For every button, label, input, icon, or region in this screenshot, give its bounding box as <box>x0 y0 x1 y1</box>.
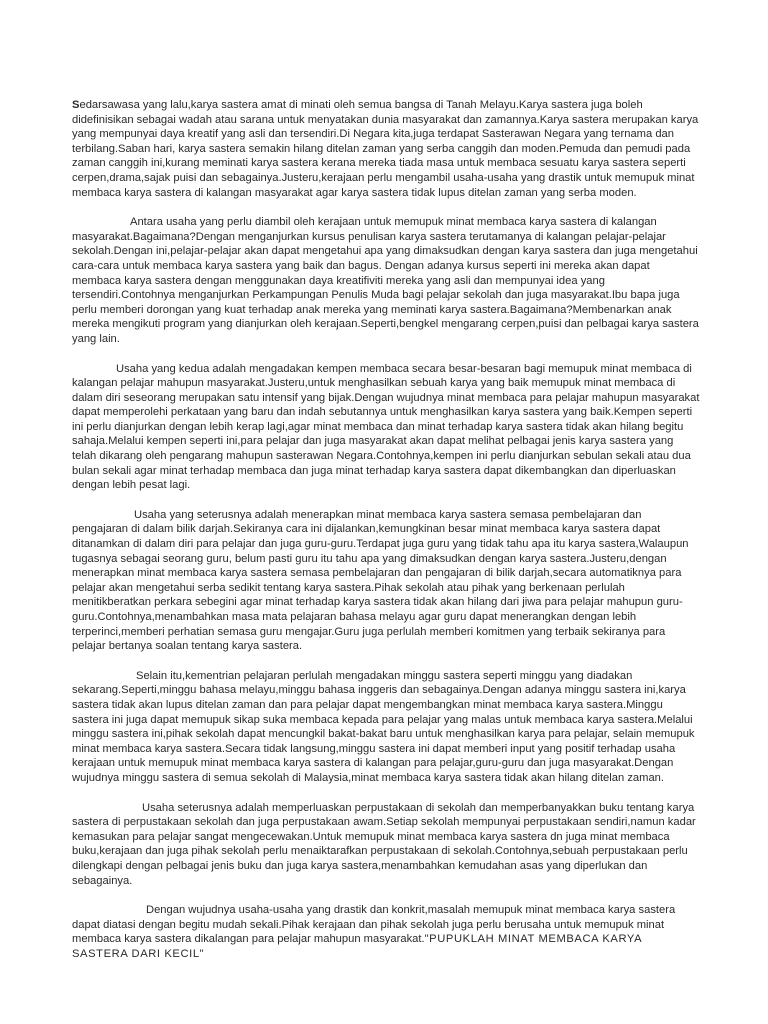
paragraph-text: Dengan wujudnya usaha-usaha yang drastik dan konkrit,masalah memupuk minat membaca karya sastera dapat diatasi dengan begitu mudah sekali.Pihak kerajaan dan pihak sekolah juga perlu berusaha untuk memupuk minat membaca karya sastera dikalangan para pelajar mahupun masyarakat. <box>72 904 676 946</box>
paragraph-text: Usaha yang kedua adalah mengadakan kempen membaca secara besar-besaran bagi memupuk minat membaca di kalangan pelajar mahupun masyarakat.Justeru,untuk menghasilkan sebuah karya yang baik memupuk minat membaca di dalam diri seseorang merupakan satu intensif yang bijak.Dengan wujudnya minat membaca para pelajar mahupun masyarakat dapat memperolehi perkataan yang baru dan indah sebutannya untuk menghasilkan karya sastera yang baik.Kempen seperti ini perlu dianjurkan dengan lebih kerap lagi,agar minat membaca dan minat terhadap karya sastera tidak akan hilang begitu sahaja.Melalui kempen seperti ini,para pelajar dan juga masyarakat akan dapat melihat pelbagai jenis karya sastera yang telah dikarang oleh pengarang mahupun sasterawan Negara.Contohnya,kempen ini perlu dianjurkan sebulan sekali atau dua bulan sekali agar minat terhadap membaca dan juga minat terhadap karya sastera dapat dikembangkan dan diperluaskan dengan lebih pesat lagi. <box>72 362 700 492</box>
paragraph-point-1 <box>72 215 700 346</box>
paragraph-text: Antara usaha yang perlu diambil oleh kerajaan untuk memupuk minat membaca karya sastera di kalangan masyarakat.Bagaimana?Dengan menganjurkan kursus penulisan karya sastera terutamanya di kalangan pelajar-pelajar sekolah.Dengan ini,pelajar-pelajar akan dapat mengetahui apa yang dimaksudkan dengan karya sastera dan juga mengetahui cara-cara untuk membaca karya sastera yang baik dan bagus. Dengan adanya kursus seperti ini mereka akan dapat membaca karya sastera dengan menggunakan daya kreatifiviti mereka yang asli dan mempunyai idea yang tersendiri.Contohnya menganjurkan Perkampungan Penulis Muda bagi pelajar sekolah dan juga masyarakat.Ibu bapa juga perlu memberi dorongan yang kuat terhadap anak mereka yang meminati karya sastera.Bagaimana?Membenarkan anak mereka mengikuti program yang dianjurkan oleh kerajaan.Seperti,bengkel mengarang cerpen,puisi dan pelbagai karya sastera yang lain. <box>72 216 699 345</box>
paragraph-point-3 <box>72 508 700 654</box>
paragraph-text: Usaha seterusnya adalah memperluaskan perpustakaan di sekolah dan memperbanyakkan buku tentang karya sastera di perpustakaan sekolah dan juga perpustakaan awam.Setiap sekolah mempunyai perpustakaan sendiri,namun kadar kemasukan para pelajar sangat mengecewakan.Untuk memupuk minat membaca karya sastera dn juga minat membaca buku,kerajaan dan juga pihak sekolah perlu menaiktarafkan perpustakaan di sekolah.Contohnya,sebuah perpustakaan perlu dilengkapi dengan pelbagai jenis buku dan juga karya sastera,menambahkan kemudahan asas yang diperlukan dan sebagainya. <box>72 801 696 887</box>
paragraph-point-4 <box>72 669 700 786</box>
paragraph-point-2 <box>72 362 700 493</box>
paragraph-text: Usaha yang seterusnya adalah menerapkan minat membaca karya sastera semasa pembelajaran dan pengajaran di dalam bilik darjah.Sekiranya cara ini dijalankan,kemungkinan besar minat membaca karya sastera dapat ditanamkan di dalam diri para pelajar dan juga guru-guru.Terdapat juga guru yang tidak tahu apa itu karya sastera,Walaupun tugasnya sebagai seorang guru, belum pasti guru itu tahu apa yang dimaksudkan dengan karya sastera.Justeru,dengan menerapkan minat membaca karya sastera semasa pembelajaran dan pengajaran di bilik darjah,secara automatiknya para pelajar akan mengetahui serba sedikit tentang karya sastera.Pihak sekolah atau pihak yang berkenaan perlulah menitikberatkan perkara sebegini agar minat terhadap karya sastera tidak akan hilang dari jiwa para pelajar mahupun guru-guru.Contohnya,menambahkan masa mata pelajaran bahasa melayu agar guru dapat menerangkan dengan lebih terperinci,memberi perhatian semasa guru mengajar.Guru juga perlulah memberi komitmen yang terbaik sekiranya para pelajar bertanya soalan tentang karya sastera. <box>72 508 689 653</box>
paragraph-introduction <box>72 98 700 200</box>
drop-letter: S <box>72 99 80 111</box>
paragraph-text: edarsawasa yang lalu,karya sastera amat di minati oleh semua bangsa di Tanah Melayu.Karya sastera juga boleh didefinisikan sebagai wadah atau sarana untuk menyatakan dunia masyarakat dan zamannya.Karya sastera merupakan karya yang mempunyai daya kreatif yang asli dan tersendiri.Di Negara kita,juga terdapat Sasterawan Negara yang ternama dan terbilang.Saban hari, karya sastera semakin hilang ditelan zaman yang serba canggih dan moden.Pemuda dan pemudi pada zaman canggih ini,kurang meminati karya sastera kerana mereka tiada masa untuk membaca sesuatu karya sastera seperti cerpen,drama,sajak puisi dan sebagainya.Justeru,kerajaan perlu mengambil usaha-usaha yang drastik untuk memupuk minat membaca karya sastera di kalangan masyarakat agar karya sastera tidak lupus ditelan zaman yang serba moden. <box>72 99 699 199</box>
paragraph-conclusion <box>72 903 700 961</box>
paragraph-point-5 <box>72 801 700 889</box>
closing-slogan: "PUPUKLAH MINAT MEMBACA KARYA SASTERA DARI KECIL" <box>72 933 642 960</box>
document-body <box>72 98 700 976</box>
paragraph-text: Selain itu,kementrian pelajaran perlulah mengadakan minggu sastera seperti minggu yang diadakan sekarang.Seperti,minggu bahasa melayu,minggu bahasa inggeris dan sebagainya.Dengan adanya minggu sastera ini,karya sastera tidak akan lupus ditelan zaman dan para pelajar dapat mengembangkan minat membaca karya sastera.Minggu sastera ini juga dapat memupuk sikap suka membaca kepada para pelajar yang malas untuk membaca karya sastera.Melalui minggu sastera ini,pihak sekolah dapat mencungkil bakat-bakat baru untuk menghasilkan karya para pelajar, selain memupuk minat membaca karya sastera.Secara tidak langsung,minggu sastera ini dapat memberi input yang positif terhadap usaha kerajaan untuk memupuk minat membaca karya sastera di kalangan para pelajar,guru-guru dan juga masyarakat.Dengan wujudnya minggu sastera di semua sekolah di Malaysia,minat membaca karya sastera tidak akan hilang ditelan zaman. <box>72 669 695 784</box>
